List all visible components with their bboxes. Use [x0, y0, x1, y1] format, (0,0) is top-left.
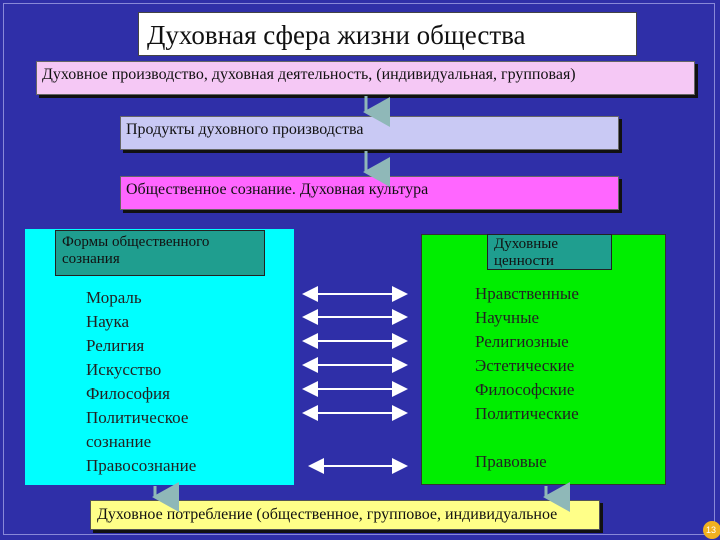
form-item-philosophy: Философия [86, 384, 170, 403]
form-item-science: Наука [86, 312, 130, 331]
form-item-legal: Правосознание [86, 456, 197, 475]
value-item-legal: Правовые [475, 452, 547, 471]
production-products-box: Продукты духовного производства [120, 116, 619, 150]
form-item-political: Политическое [86, 408, 189, 427]
value-item-religious: Религиозные [475, 332, 569, 351]
form-item-art: Искусство [86, 360, 162, 379]
value-item-aesthetic: Эстетические [475, 356, 575, 375]
spiritual-consumption-box: Духовное потребление (общественное, групповое, индивидуальное [90, 500, 600, 530]
values-header: Духовные ценности [487, 234, 612, 270]
value-item-philosophical: Философские [475, 380, 575, 399]
form-item-morality: Мораль [86, 288, 142, 307]
spiritual-production-box: Духовное производство, духовная деятельность, (индивидуальная, групповая) [36, 61, 695, 95]
public-consciousness-box: Общественное сознание. Духовная культура [120, 176, 619, 210]
page-number-badge: 13 [703, 521, 720, 539]
forms-header: Формы общественного сознания [55, 230, 265, 276]
slide-title: Духовная сфера жизни общества [138, 12, 637, 56]
value-item-political: Политические [475, 404, 579, 423]
value-item-scientific: Научные [475, 308, 540, 327]
form-item-religion: Религия [86, 336, 145, 355]
value-item-moral: Нравственные [475, 284, 579, 303]
form-item-political-2: сознание [86, 432, 152, 451]
